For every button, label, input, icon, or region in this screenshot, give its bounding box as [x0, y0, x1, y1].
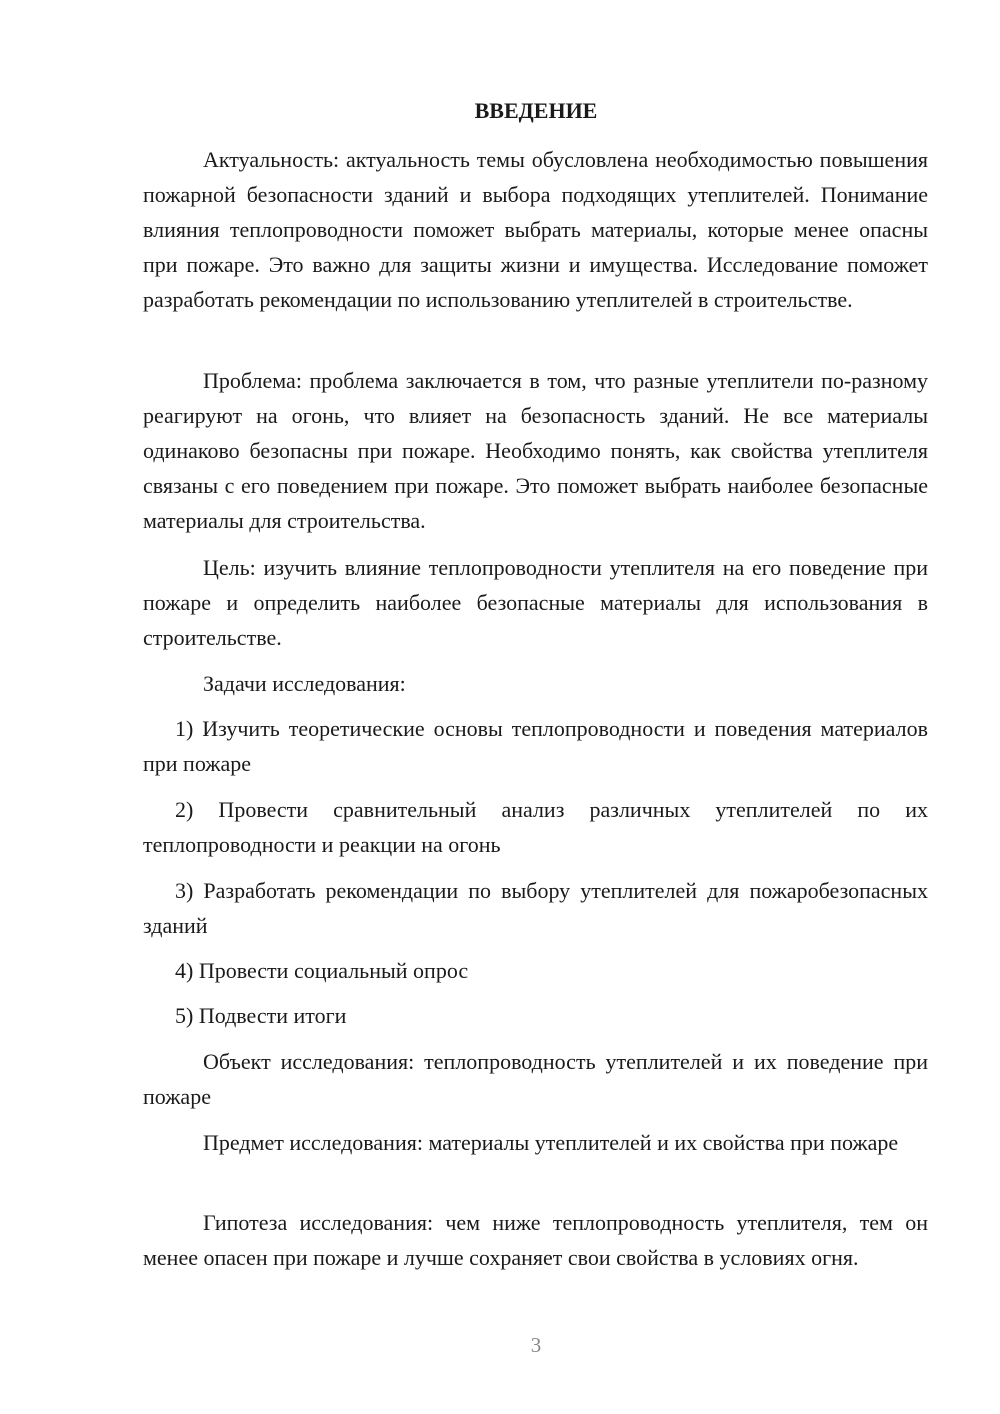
tasks-heading: Задачи исследования: [203, 671, 406, 696]
paragraph-problem: Проблема: проблема заключается в том, что разные утеплители по-разному реагируют на огонь, что влияет на безопасность зданий. Не все материалы одинаково безопасны при пожаре. Необходимо понять, как свойства утеплителя связаны с его поведением при пожаре. Это поможет выбрать наиболее безопасные материалы для строительства. [143, 368, 928, 533]
task-item: 2) Провести сравнительный анализ различных утеплителей по их теплопроводности и реакции на огонь [143, 797, 928, 857]
paragraph-goal: Цель: изучить влияние теплопроводности утеплителя на его поведение при пожаре и определить наиболее безопасные материалы для использования в строительстве. [143, 555, 928, 650]
paragraph-object: Объект исследования: теплопроводность утеплителей и их поведение при пожаре [143, 1049, 928, 1109]
task-item: 1) Изучить теоретические основы теплопроводности и поведения материалов при пожаре [143, 716, 928, 776]
task-item: 5) Подвести итоги [175, 1003, 347, 1028]
paragraph-hypothesis: Гипотеза исследования: чем ниже теплопроводность утеплителя, тем он менее опасен при пожаре и лучше сохраняет свои свойства в условиях огня. [143, 1210, 928, 1270]
task-item: 3) Разработать рекомендации по выбору утеплителей для пожаробезопасных зданий [143, 878, 928, 938]
section-title: ВВЕДЕНИЕ [474, 98, 598, 123]
paragraph-relevance: Актуальность: актуальность темы обусловлена необходимостью повышения пожарной безопасности зданий и выбора подходящих утеплителей. Понимание влияния теплопроводности поможет выбрать материалы, которые менее опасны при пожаре. Это важно для защиты жизни и имущества. Исследование поможет разработать рекомендации по использованию утеплителей в строительстве. [143, 147, 928, 312]
page-number: 3 [530, 1333, 542, 1357]
paragraph-subject: Предмет исследования: материалы утеплителей и их свойства при пожаре [203, 1130, 899, 1155]
task-item: 4) Провести социальный опрос [175, 958, 469, 983]
